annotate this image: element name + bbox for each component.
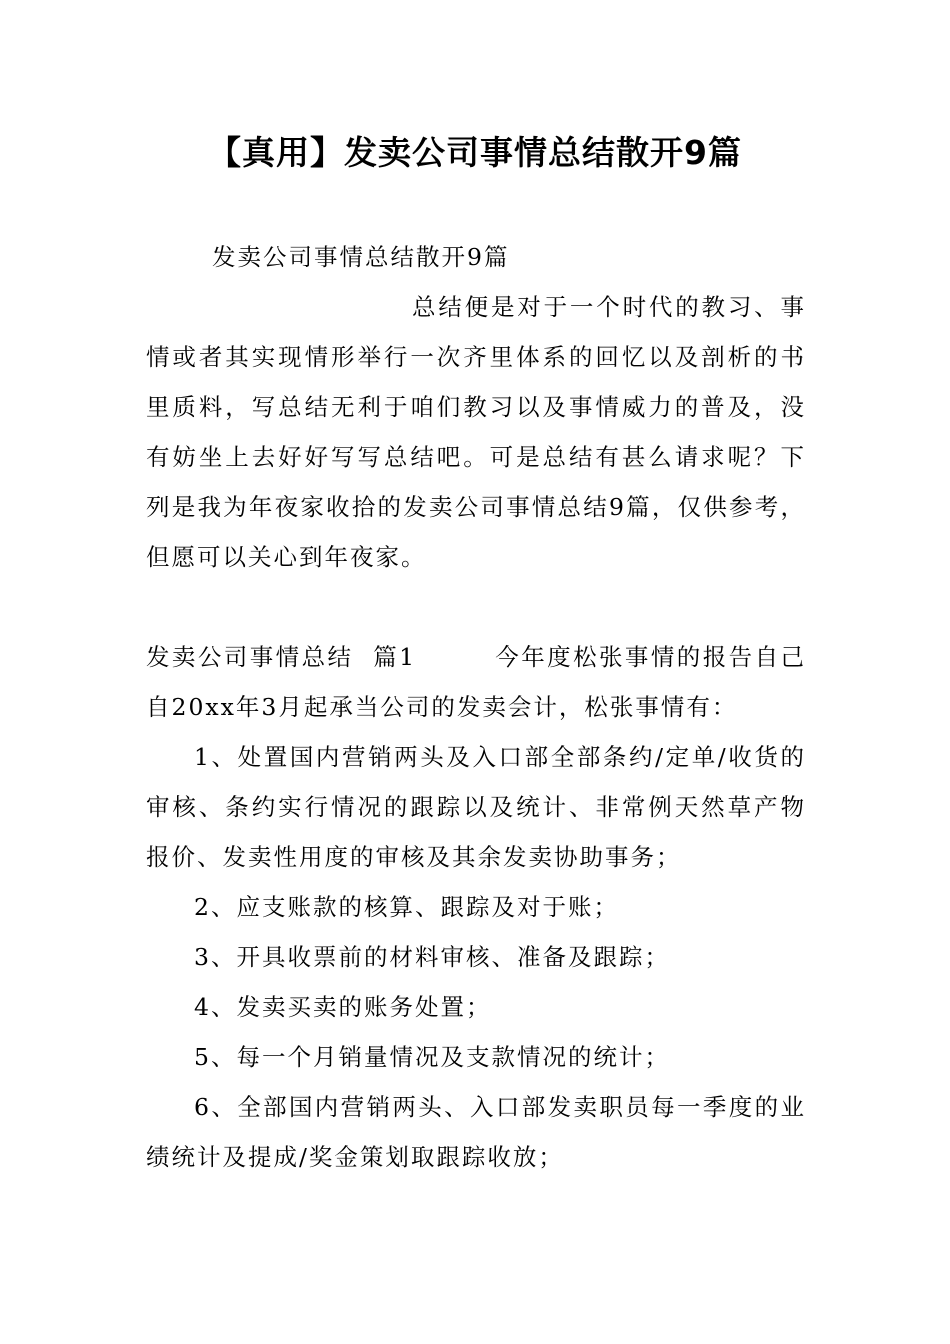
list-item: 6、全部国内营销两头、入口部发卖职员每一季度的业绩统计及提成/奖金策划取跟踪收放； bbox=[146, 1093, 806, 1171]
document-subtitle: 发卖公司事情总结散开9篇 bbox=[212, 243, 510, 271]
list-item: 1、处置国内营销两头及入口部全部条约/定单/收货的审核、条约实行情况的跟踪以及统计、非常例天然草产物报价、发卖性用度的审核及其余发卖协助事务； bbox=[146, 743, 806, 871]
list-item: 2、应支账款的核算、跟踪及对于账； bbox=[194, 893, 619, 921]
intro-paragraph: 总结便是对于一个时代的教习、事情或者其实现情形举行一次齐里体系的回忆以及剖析的书里质料，写总结无利于咱们教习以及事情威力的普及，没有妨坐上去好好写写总结吧。可是总结有甚么请求呢？下列是我为年夜家收拾的发卖公司事情总结9篇，仅供参考，但愿可以关心到年夜家。 bbox=[146, 293, 806, 571]
paragraph-spacer bbox=[146, 582, 806, 632]
list-item: 4、发卖买卖的账务处置； bbox=[194, 993, 492, 1021]
list-item: 3、开具收票前的材料审核、准备及跟踪； bbox=[194, 943, 670, 971]
section-heading: 发卖公司事情总结 篇1 今年度松张事情的报告自己自20xx年3月起承当公司的发卖会计，松张事情有： bbox=[146, 643, 806, 721]
list-item: 5、每一个月销量情况及支款情况的统计； bbox=[194, 1043, 670, 1071]
document-body bbox=[146, 232, 806, 1182]
document-title: 【真用】发卖公司事情总结散开9篇 bbox=[208, 133, 742, 172]
